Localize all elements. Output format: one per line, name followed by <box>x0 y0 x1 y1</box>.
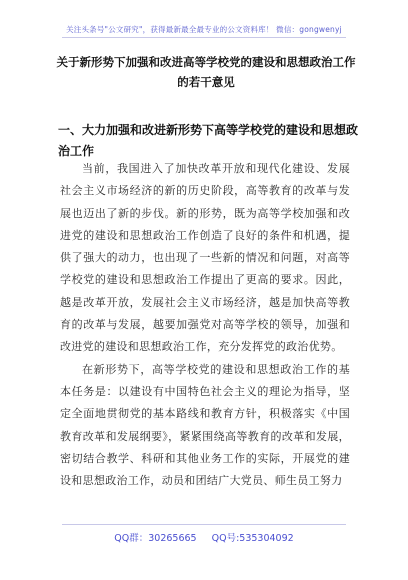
footer-qq-group: QQ群：30265665 <box>114 533 197 544</box>
footer-divider <box>62 524 346 525</box>
body-text <box>60 154 350 492</box>
footer-qq-number: QQ号:535304092 <box>211 533 294 544</box>
paragraph: 当前，我国进入了加快改革开放和现代化建设、发展社会主义市场经济的新的历史阶段，高等教育的改革与发展也迈出了新的步伐。新的形势，既为高等学校加强和改进党的建设和思想政治工作创造了良好的条件和机遇，提供了强大的动力，也出现了一些新的情况和问题，对高等学校党的建设和思想政治工作提出了更高的要求。因此，越是改革开放，发展社会主义市场经济，越是加快高等教育的改革与发展，越要加强党对高等学校的领导，加强和改进党的建设和思想政治工作，充分发挥党的政治优势。 <box>60 162 350 354</box>
section-heading: 一、大力加强和改进新形势下高等学校党的建设和思想政治工作 <box>58 123 359 158</box>
paragraph: 在新形势下，高等学校党的建设和思想政治工作的基本任务是：以建设有中国特色社会主义的理论为指导，坚定全面地贯彻党的基本路线和教育方针，积极落实《中国教育改革和发展纲要》，紧紧围绕高等教育的改革和发展，密切结合教学、科研和其他业务工作的实际，开展党的建设和思想政治工作，动员和团结广大党员、师生员工努力 <box>60 362 350 488</box>
header-divider <box>62 37 346 38</box>
document-title: 关于新形势下加强和改进高等学校党的建设和思想政治工作的若干意见 <box>56 55 356 89</box>
footer <box>0 530 408 544</box>
header-note: 关注头条号"公文研究"，获得最新最全最专业的公文资料库！ 微信：gongwenyj <box>66 25 342 34</box>
